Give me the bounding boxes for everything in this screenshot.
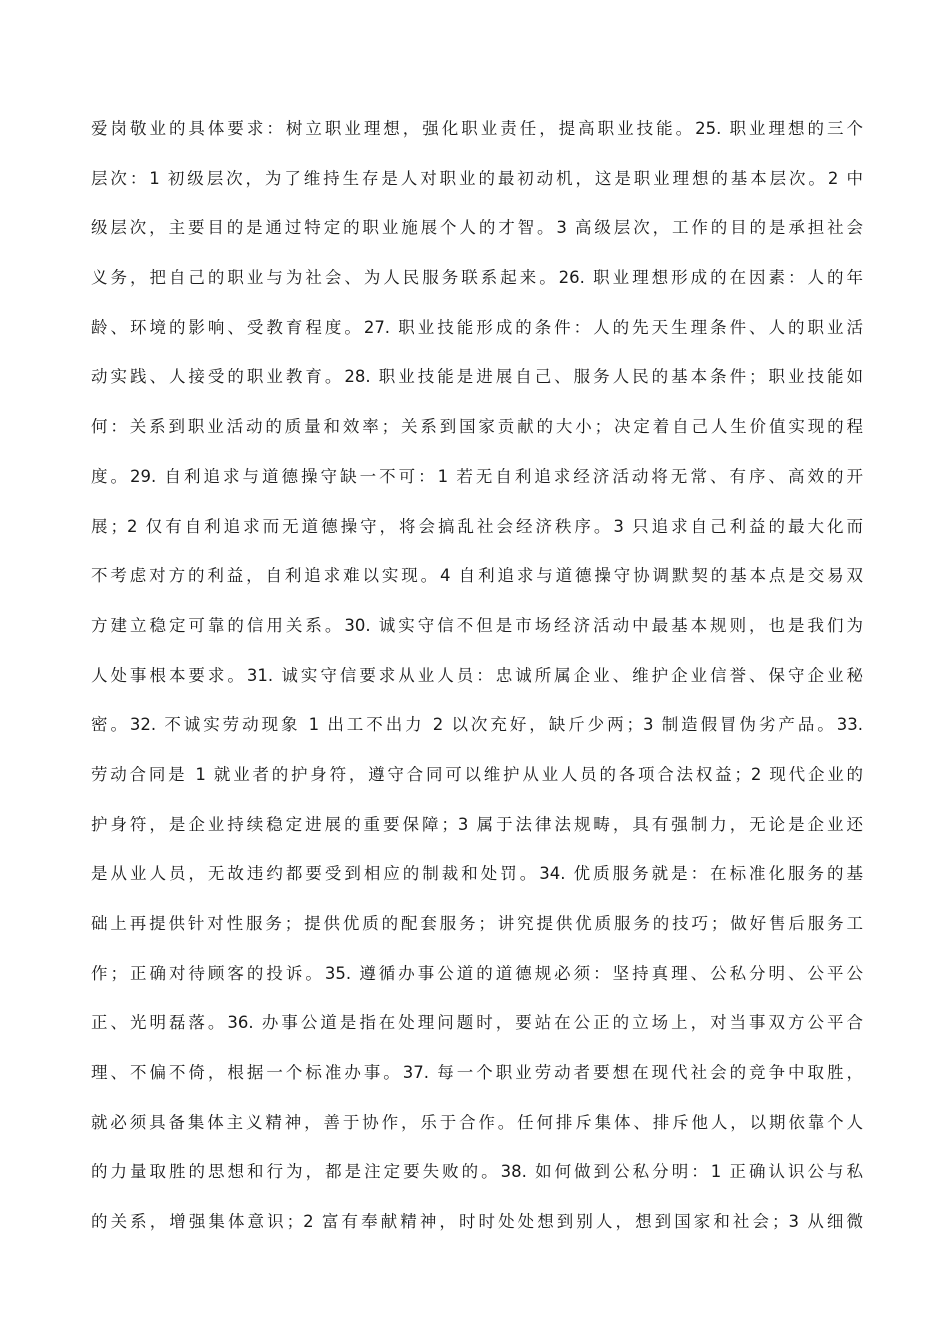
text-line: 是从业人员，无故违约都要受到相应的制裁和处罚。34. 优质服务就是：在标准化服务的基 bbox=[91, 864, 863, 884]
text-line: 理、不偏不倚，根据一个标准办事。37. 每一个职业劳动者要想在现代社会的竞争中取胜， bbox=[91, 1063, 863, 1083]
text-line: 动实践、人接受的职业教育。28. 职业技能是进展自己、服务人民的基本条件；职业技能如 bbox=[91, 367, 863, 387]
text-line: 劳动合同是 1 就业者的护身符，遵守合同可以维护从业人员的各项合法权益；2 现代企业的 bbox=[91, 764, 863, 784]
text-line: 护身符，是企业持续稳定进展的重要保障；3 属于法律法规畴，具有强制力，无论是企业还 bbox=[91, 814, 863, 834]
text-line: 层次：1 初级层次，为了维持生存是人对职业的最初动机，这是职业理想的基本层次。2 中 bbox=[91, 168, 863, 188]
body-text bbox=[91, 104, 863, 1247]
text-line: 础上再提供针对性服务；提供优质的配套服务；讲究提供优质服务的技巧；做好售后服务工 bbox=[91, 914, 863, 933]
text-line: 的关系，增强集体意识；2 富有奉献精神，时时处处想到别人，想到国家和社会；3 从细微 bbox=[91, 1212, 863, 1232]
text-line: 正、光明磊落。36. 办事公道是指在处理问题时，要站在公正的立场上，对当事双方公平合 bbox=[91, 1013, 863, 1033]
text-line: 爱岗敬业的具体要求：树立职业理想，强化职业责任，提高职业技能。25. 职业理想的三个 bbox=[91, 119, 863, 138]
text-line: 就必须具备集体主义精神，善于协作，乐于合作。任何排斥集体、排斥他人，以期依靠个人 bbox=[91, 1112, 863, 1132]
text-line: 方建立稳定可靠的信用关系。30. 诚实守信不但是市场经济活动中最基本规则，也是我们为 bbox=[91, 615, 863, 635]
text-line: 义务，把自己的职业与为社会、为人民服务联系起来。26. 职业理想形成的在因素：人的年 bbox=[91, 268, 863, 288]
text-line: 龄、环境的影响、受教育程度。27. 职业技能形成的条件：人的先天生理条件、人的职业活 bbox=[91, 317, 863, 337]
text-line: 密。32. 不诚实劳动现象 1 出工不出力 2 以次充好，缺斤少两；3 制造假冒伪劣产品。33. bbox=[91, 715, 863, 735]
text-line: 展；2 仅有自利追求而无道德操守，将会搞乱社会经济秩序。3 只追求自己利益的最大化而 bbox=[91, 516, 863, 536]
text-line: 度。29. 自利追求与道德操守缺一不可：1 若无自利追求经济活动将无常、有序、高效的开 bbox=[91, 466, 863, 486]
text-line: 作；正确对待顾客的投诉。35. 遵循办事公道的道德规必须：坚持真理、公私分明、公平公 bbox=[91, 963, 863, 983]
text-line: 级层次，主要目的是通过特定的职业施展个人的才智。3 高级层次，工作的目的是承担社会 bbox=[91, 218, 863, 238]
text-line: 不考虑对方的利益，自利追求难以实现。4 自利追求与道德操守协调默契的基本点是交易双 bbox=[91, 566, 863, 586]
text-line: 何：关系到职业活动的质量和效率；关系到国家贡献的大小；决定着自己人生价值实现的程 bbox=[91, 417, 863, 437]
text-line: 人处事根本要求。31. 诚实守信要求从业人员：忠诚所属企业、维护企业信誉、保守企业秘 bbox=[91, 665, 863, 685]
text-line: 的力量取胜的思想和行为，都是注定要失败的。38. 如何做到公私分明：1 正确认识公与私 bbox=[91, 1162, 863, 1182]
